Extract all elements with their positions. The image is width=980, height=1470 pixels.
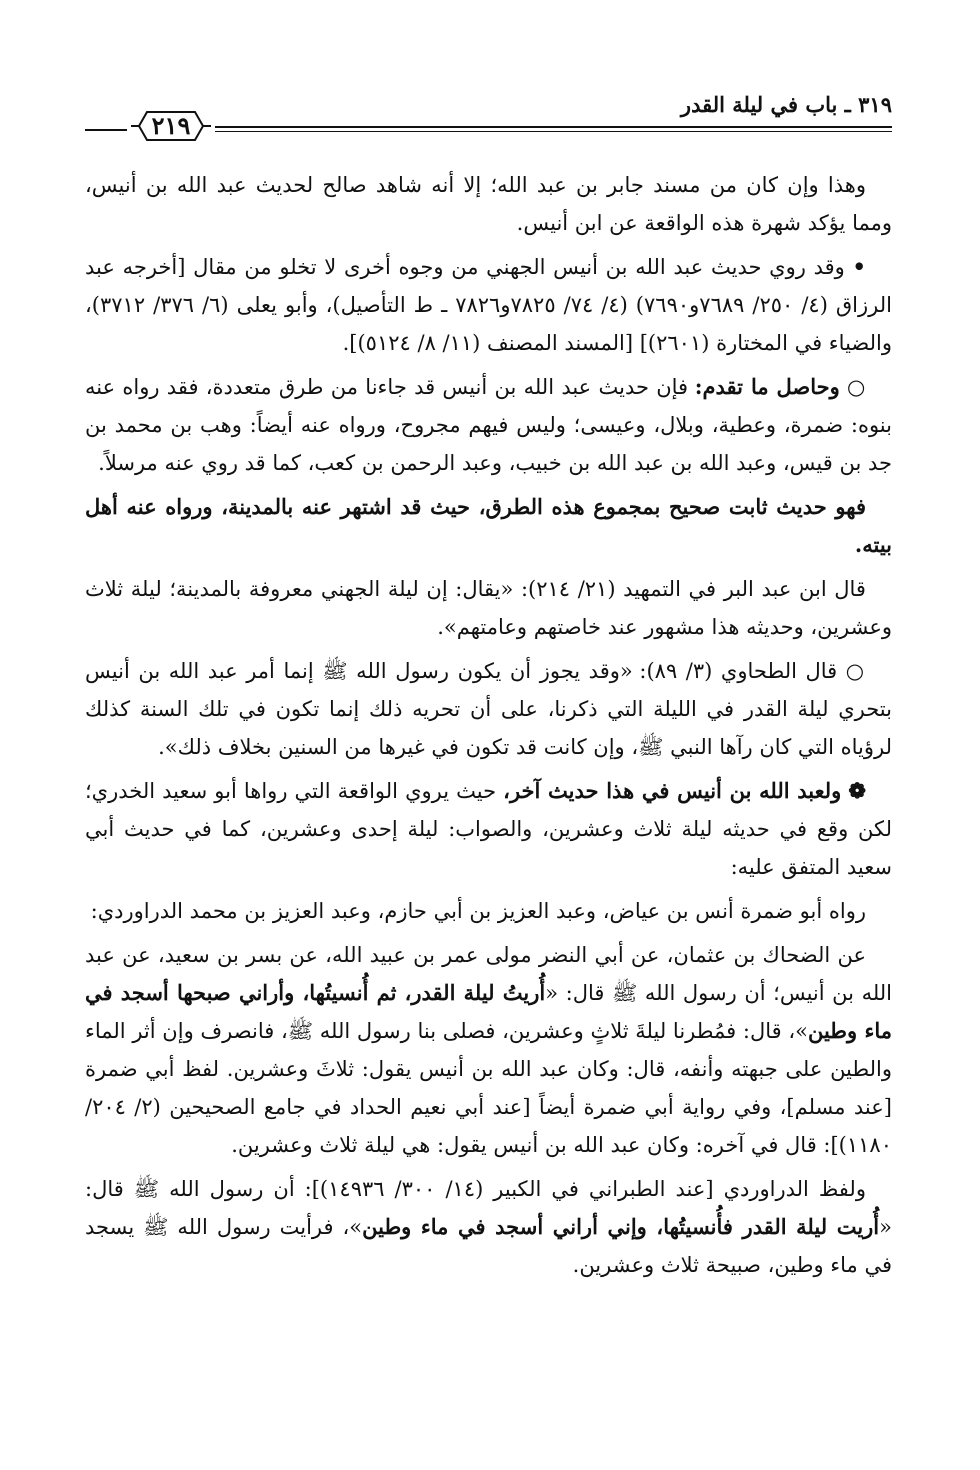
paragraph-7	[85, 772, 892, 886]
paragraph-1	[85, 166, 892, 242]
bullet-icon: •	[852, 254, 866, 279]
header-rule-left	[85, 129, 127, 131]
page-number-frame	[129, 108, 213, 144]
paragraph-3	[85, 368, 892, 482]
flower-bullet-icon: ❁	[848, 778, 866, 803]
page-body	[85, 166, 892, 1290]
paragraph-bold-text: فهو حديث ثابت صحيح بمجموع هذه الطرق، حيث قد اشتهر عنه بالمدينة، ورواه عنه أهل بيته.	[85, 494, 892, 557]
paragraph-9	[85, 936, 892, 1164]
header-rule-thick	[215, 126, 892, 128]
hadith-bold-quote: أُريت ليلة القدر فأُنسيتُها، وإني أراني أسجد في ماء وطين	[362, 1214, 880, 1239]
paragraph-text: ولفظ الدراوردي [عند الطبراني في الكبير (١٤/ ٣٠٠/ ١٤٩٣٦)]: أن رسول الله ﷺ قال: «	[85, 1177, 892, 1239]
paragraph-2	[85, 248, 892, 362]
paragraph-8	[85, 892, 892, 930]
paragraph-text: حيث يروي الواقعة التي رواها أبو سعيد الخدري؛ لكن وقع في حديثه ليلة ثلاث وعشرين، والصواب: ليلة إحدى وعشرين، كما في حديث أبي سعيد المتفق عليه:	[85, 779, 892, 879]
circle-bullet-icon: ○	[847, 374, 866, 399]
paragraph-text: فإن حديث عبد الله بن أنيس قد جاءنا من طرق متعددة، فقد رواه عنه بنوه: ضمرة، وعطية، وبلال، وعيسى؛ وليس فيهم مجروح، ورواه عنه أيضاً: وهب بن محمد بن جد بن قيس، وعبد الله بن عبد الله بن خبيب، وعبد الرحمن بن كعب، كما قد روي عنه مرسلاً.	[85, 375, 892, 475]
paragraph-4	[85, 488, 892, 564]
page-number: ٢١٩	[151, 111, 191, 140]
hadith-bold-quote: أُريتُ ليلة القدر، ثم أُنسيتُها، وأراني صبحها أسجد في ماء وطين	[85, 980, 893, 1043]
paragraph-text: عن الضحاك بن عثمان، عن أبي النضر مولى عمر بن عبيد الله، عن بسر بن سعيد، عن عبد الله بن أنيس؛ أن رسول الله ﷺ قال: «	[85, 943, 893, 1005]
paragraph-text-cont: »، قال: فمُطرنا ليلةَ ثلاثٍ وعشرين، فصلى بنا رسول الله ﷺ، فانصرف وإن أثر الماء والطين على جبهته وأنفه، قال: وكان عبد الله بن أنيس يقول: ثلاثَ وعشرين. لفظ أبي ضمرة [عند مسلم]، وفي رواية أبي ضمرة أيضاً [عند أبي نعيم الحداد في جامع الصحيحين (٢/ ٢٠٤/ ١١٨٠)]: قال في آخره: وكان عبد الله بن أنيس يقول: هي ليلة ثلاث وعشرين.	[85, 1019, 892, 1157]
paragraph-5	[85, 570, 892, 646]
header-rule-thin	[215, 131, 892, 132]
bold-lead: وحاصل ما تقدم:	[694, 374, 840, 399]
paragraph-10	[85, 1170, 892, 1284]
paragraph-text: وهذا وإن كان من مسند جابر بن عبد الله؛ إلا أنه شاهد صالح لحديث عبد الله بن أنيس، ومما يؤكد شهرة هذه الواقعة عن ابن أنيس.	[85, 173, 892, 235]
bold-lead: ولعبد الله بن أنيس في هذا حديث آخر،	[503, 778, 842, 803]
paragraph-text: رواه أبو ضمرة أنس بن عياض، وعبد العزيز بن أبي حازم، وعبد العزيز بن محمد الدراوردي:	[90, 899, 866, 923]
paragraph-6	[85, 652, 892, 766]
paragraph-text: قال ابن عبد البر في التمهيد (٢١/ ٢١٤): «يقال: إن ليلة الجهني معروفة بالمدينة؛ ليلة ثلاث وعشرين، وحديثه هذا مشهور عند خاصتهم وعامتهم».	[85, 577, 892, 639]
circle-bullet-icon: ○	[845, 658, 866, 683]
paragraph-text-cont: »، فرأيت رسول الله ﷺ يسجد في ماء وطين، صبيحة ثلاث وعشرين.	[85, 1215, 892, 1277]
paragraph-text: قال الطحاوي (٣/ ٨٩): «وقد يجوز أن يكون رسول الله ﷺ إنما أمر عبد الله بن أنيس بتحري ليلة القدر في الليلة التي ذكرنا، على أن تحريه ذلك إنما تكون في تلك السنة كذلك لرؤياه التي كان رآها النبي ﷺ، وإن كانت قد تكون في غيرها من السنين بخلاف ذلك».	[85, 659, 892, 759]
chapter-title: ٣١٩ ـ باب في ليلة القدر	[680, 92, 892, 117]
paragraph-text: وقد روي حديث عبد الله بن أنيس الجهني من وجوه أخرى لا تخلو من مقال [أخرجه عبد الرزاق (٤/ ٢٥٠/ ٧٦٨٩و٧٦٩٠) (٤/ ٧٤/ ٧٨٢٥و٧٨٢٦ ـ ط التأصيل)، وأبو يعلى (٦/ ٣٧٦/ ٣٧١٢)، والضياء في المختارة (٢٦٠١)] [المسند المصنف (١١/ ٨/ ٥١٢٤)].	[85, 255, 892, 355]
page-header	[85, 92, 892, 152]
